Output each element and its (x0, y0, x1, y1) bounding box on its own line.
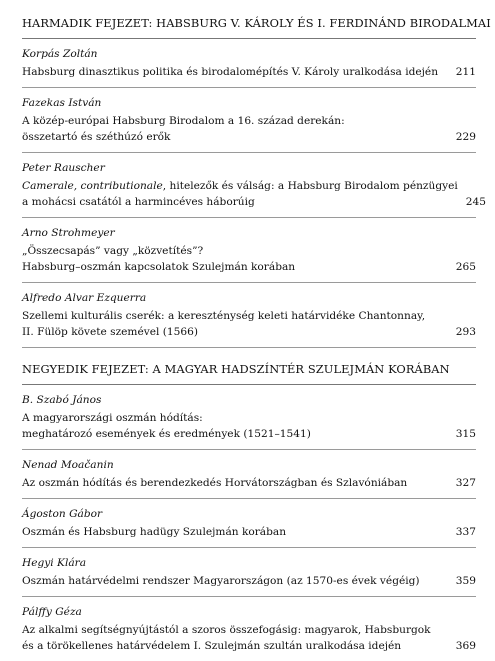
entry-title-line: meghatározó események és eredmények (1521–1541) (22, 428, 311, 440)
entry-page-number: 369 (455, 640, 476, 652)
toc-entry[interactable] (22, 218, 476, 283)
toc-entry[interactable] (22, 597, 476, 661)
toc-entry[interactable] (22, 548, 476, 597)
entry-page-number: 293 (455, 326, 476, 338)
entry-title-line: „Összecsapás” vagy „közvetítés”? (22, 245, 204, 257)
entry-page-number: 229 (455, 131, 476, 143)
entry-title-line: Habsburg dinasztikus politika és birodalomépítés V. Károly uralkodása idején (22, 66, 439, 78)
entry-title (22, 573, 456, 589)
entry-title-italic: Camerale, contributionale (22, 180, 163, 192)
entry-title (22, 410, 456, 442)
entry-title-rest: , hitelezők és válság: a Habsburg Birodalom pénzügyei (162, 180, 458, 192)
entry-title-line (22, 178, 458, 194)
table-of-contents (22, 16, 491, 661)
entry-page-number: 315 (455, 428, 476, 440)
toc-entry[interactable] (22, 450, 476, 499)
entry-author: Korpás Zoltán (22, 48, 98, 60)
entry-page-number: 245 (465, 196, 486, 208)
entry-page-number: 211 (455, 66, 476, 78)
entry-title-line: A közép-európai Habsburg Birodalom a 16. század derekán: (22, 115, 345, 127)
entry-title-line: Habsburg–oszmán kapcsolatok Szulejmán korában (22, 261, 296, 273)
entry-author: Ágoston Gábor (22, 508, 103, 520)
entry-author: Arno Strohmeyer (22, 227, 115, 239)
entry-title (22, 113, 456, 145)
entry-page-number: 359 (455, 575, 476, 587)
entry-title-line: Oszmán és Habsburg hadügy Szulejmán korában (22, 526, 287, 538)
toc-entry[interactable] (22, 153, 486, 218)
entry-title-line: Oszmán határvédelmi rendszer Magyarországon (az 1570-es évek végéig) (22, 575, 420, 587)
toc-entry[interactable] (22, 499, 476, 548)
entry-author: Hegyi Klára (22, 557, 87, 569)
entry-author: Peter Rauscher (22, 162, 105, 174)
entry-title (22, 622, 456, 654)
entry-title (22, 524, 456, 540)
toc-entry[interactable] (22, 283, 476, 348)
toc-entry[interactable] (22, 39, 476, 88)
entry-title (22, 243, 456, 275)
entry-title-line: a mohácsi csatától a harmincéves háborúig (22, 196, 255, 208)
entry-page-number: 265 (455, 261, 476, 273)
toc-entry[interactable] (22, 385, 476, 450)
entry-title-line: Az oszmán hódítás és berendezkedés Horvátországban és Szlavóniában (22, 477, 408, 489)
section-heading-fourth-chapter: NEGYEDIK FEJEZET: A MAGYAR HADSZÍNTÉR SZULEJMÁN KORÁBAN (22, 362, 476, 385)
entry-title-line: II. Fülöp követe szemével (1566) (22, 326, 198, 338)
toc-entry[interactable] (22, 88, 476, 153)
entry-page-number: 327 (455, 477, 476, 489)
entry-title-line: Az alkalmi segítségnyújtástól a szoros összefogásig: magyarok, Habsburgok (22, 624, 431, 636)
entry-title (22, 64, 456, 80)
entry-author: B. Szabó János (22, 394, 102, 406)
entry-author: Alfredo Alvar Ezquerra (22, 292, 147, 304)
entry-title-line: A magyarországi oszmán hódítás: (22, 412, 203, 424)
entry-title-line: Szellemi kulturális cserék: a kereszténység keleti határvidéke Chantonnay, (22, 310, 426, 322)
entry-title-line: és a törökellenes határvédelem I. Szulejmán szultán uralkodása idején (22, 640, 402, 652)
entry-title-line: összetartó és széthúzó erők (22, 131, 171, 143)
entry-title (22, 308, 456, 340)
entry-author: Pálffy Géza (22, 606, 82, 618)
entry-title (22, 178, 466, 210)
section-heading-third-chapter: HARMADIK FEJEZET: HABSBURG V. KÁROLY ÉS I. FERDINÁND BIRODALMAI (22, 16, 476, 39)
entry-author: Nenad Moačanin (22, 459, 114, 471)
entry-author: Fazekas István (22, 97, 102, 109)
entry-page-number: 337 (455, 526, 476, 538)
entry-title (22, 475, 456, 491)
